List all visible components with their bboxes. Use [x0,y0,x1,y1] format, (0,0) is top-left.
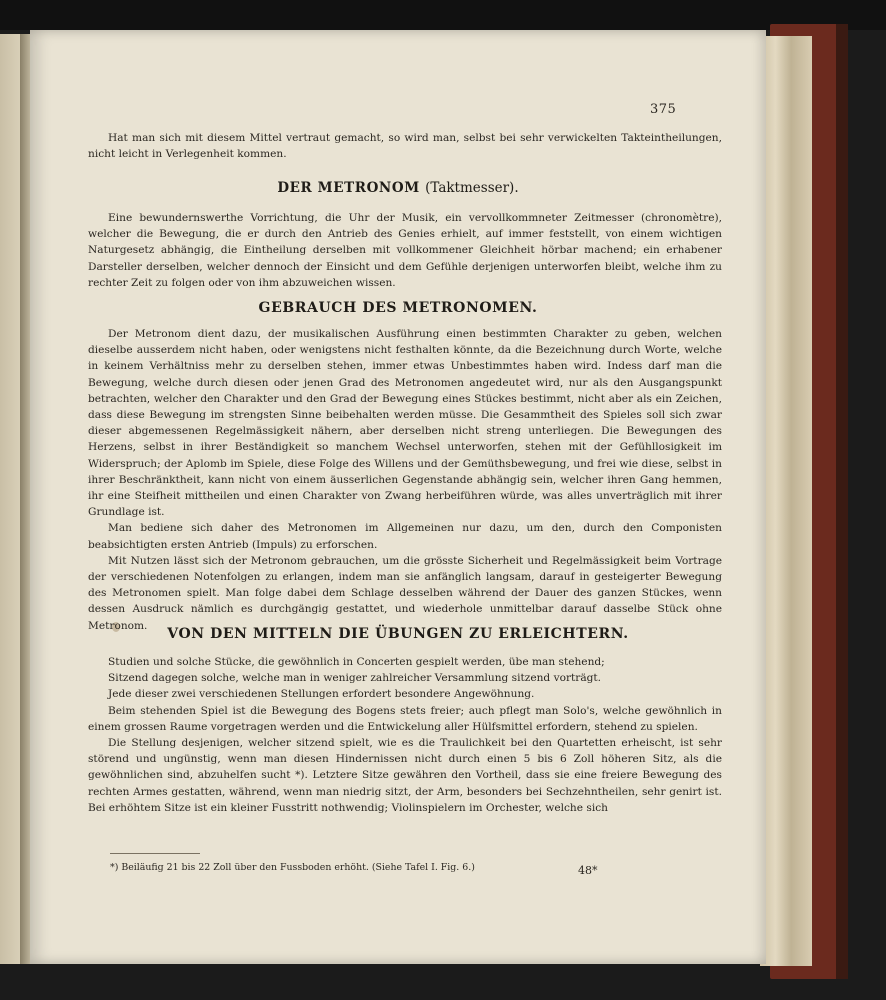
intro-paragraph [88,130,722,162]
paragraph: Beim stehenden Spiel ist die Bewegung des Bogens stets freier; auch pflegt man Solo's, welche gewöhnlich in einem grossen Raume vorgetragen werden und die Entwickelung aller Hülfsmittel erfordern, stehend zu spielen. [88,704,722,733]
paragraph: Man bediene sich daher des Metronomen im Allgemeinen nur dazu, um den, durch den Componisten beabsichtigten ersten Antrieb (Impuls) zu erforschen. [88,522,722,551]
footnote-rule [110,853,200,854]
background-top [0,0,886,30]
footnote: *) Beiläufig 21 bis 22 Zoll über den Fussboden erhöht. (Siehe Tafel I. Fig. 6.) [110,862,475,873]
page-stack [760,36,812,966]
paragraph: Jede dieser zwei verschiedenen Stellungen erfordert besondere Angewöhnung. [108,688,535,701]
paragraph: Mit Nutzen lässt sich der Metronom gebrauchen, um die grösste Sicherheit und Regelmässigkeit beim Vortrage der verschiedenen Notenfolgen zu erlangen, indem man sie anfänglich langsam, darauf in gesteigerter Bewegung des Metronomen spielt. Man folge dabei dem Schlage desselben während der Dauer des ganzen Stückes, wenn dessen Ausdruck nämlich es durchgängig gestattet, und wiederhole unmittelbar darauf dasselbe Stück ohne Metronom. [88,554,722,632]
section-heading-gebrauch [30,300,766,316]
section-heading-mitteln [30,626,766,642]
section3-body [88,654,722,816]
text-line: Studien und solche Stücke, die gewöhnlich in Concerten gespielt werden, übe man stehend; [108,656,605,668]
section-title: GEBRAUCH DES METRONOMEN. [258,300,538,316]
book-page [30,30,766,964]
section1-body [88,210,722,291]
intro-text: Hat man sich mit diesem Mittel vertraut gemacht, so wird man, selbst bei sehr verwickelten Takteintheilungen, nicht leicht in Verlegenheit kommen. [88,132,722,161]
signature-mark: 48* [578,864,598,877]
section-heading-metronom [30,180,766,196]
paragraph: Der Metronom dient dazu, der musikalischen Ausführung einen bestimmten Charakter zu geben, welchen dieselbe ausserdem nicht haben, oder wenigstens nicht festhalten könnte, da die Bezeichnung durch Worte, welche in keinem Verhältniss mehr zu derselben stehen, immer etwas Unbestimmtes haben wird. Indess darf man die Bewegung, welche durch diesen oder jenen Grad des Metronomen angedeutet wird, nur als den Ausgangspunkt betrachten, welcher den Charakter und den Grad der Bewegung eines Stückes bestimmt, nicht aber als ein Zeichen, dass diese Bewegung im strengsten Sinne beibehalten werden müsse. Die Gesammtheit des Spieles soll sich zwar dieser abgemessenen Regelmässigkeit nähern, aber derselben nicht streng unterliegen. Die Bewegungen des Herzens, selbst in ihrer Beständigkeit so manchem Wechsel unterworfen, stehen mit der Gefühllosigkeit im Widerspruch; der Aplomb im Spiele, diese Folge des Willens und der Gemüthsbewegung, und frei wie diese, selbst in ihrer Beschränktheit, kann nicht von einem äusserlichen Gegenstande abhängig sein, welcher ihren Gang hemmen, ihr eine Steifheit mittheilen und einen Charakter von Zwang herbeiführen würde, was alles unverträglich mit ihrer Grundlage ist. [88,328,722,519]
paragraph: Die Stellung desjenigen, welcher sitzend spielt, wie es die Traulichkeit bei den Quartetten erheischt, ist sehr störend und ungünstig, wenn man diesen Hindernissen nicht durch einen 5 bis 6 Zoll höheren Sitz, als die gewöhnlichen sind, abzuhelfen sucht *). Letztere Sitze gewähren den Vortheil, dass sie eine freiere Bewegung des rechten Armes gestatten, während, wenn man niedrig sitzt, der Arm, besonders bei Sechzehntheilen, sehr genirt ist. Bei erhöhtem Sitze ist ein kleiner Fusstritt nothwendig; Violinspielern im Orchester, welche sich [88,737,722,814]
section-title: VON DEN MITTELN DIE ÜBUNGEN ZU ERLEICHTERN. [167,626,629,642]
page-number: 375 [650,102,677,117]
book-spine-shadow [836,24,848,979]
paragraph: Eine bewundernswerthe Vorrichtung, die Uhr der Musik, ein vervollkommneter Zeitmesser (chronomètre), welcher die Bewegung, die er durch den Antrieb des Genies erhielt, auf immer feststellt, von einem wichtigen Naturgesetz abhängig, die Eintheilung derselben mit vollkommener Gleichheit hörbar machend; ein erhabener Darsteller derselben, welcher dennoch der Einsicht und dem Gefühle derjenigen unterworfen bleibt, welche ihm zu rechter Zeit zu folgen oder von ihm abzuweichen wissen. [88,212,722,289]
text-line: Sitzend dagegen solche, welche man in weniger zahlreicher Versammlung sitzend vorträgt. [108,672,602,685]
section-title: DER METRONOM [277,180,420,196]
section-subtitle: (Taktmesser). [425,180,519,196]
section2-body [88,326,722,634]
